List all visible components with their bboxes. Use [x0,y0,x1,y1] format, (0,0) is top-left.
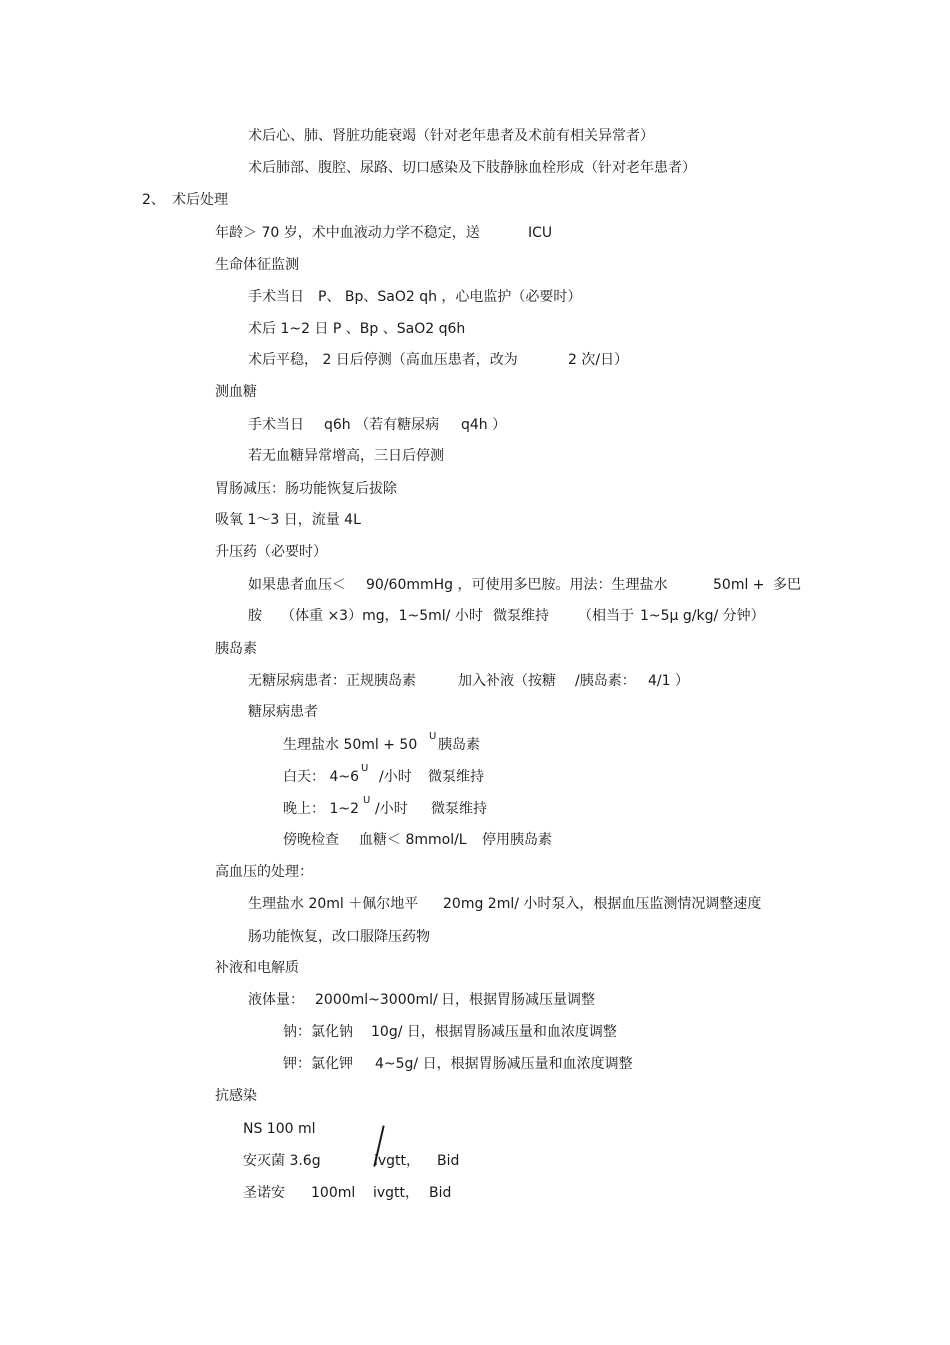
unit-superscript: U [429,731,437,742]
unit-superscript: U [363,795,371,806]
text-line-ns: NS 100 ml [243,1121,316,1137]
fluid-part-b: 2000ml~3000ml/ [315,992,438,1008]
insulin-1-part-c: /胰岛素： [575,673,636,689]
night-part-c: 微泵维持 [431,801,487,817]
vaso-2-part-d: （相当于 [578,608,634,624]
heading-insulin: 胰岛素 [215,641,257,657]
heading-vasopressor: 升压药（必要时） [215,544,327,560]
text-line-gi-decompression: 胃肠减压：肠功能恢复后拔除 [215,481,397,497]
text-line-organ-failure: 术后心、肺、肾脏功能衰竭（针对老年患者及术前有相关异常者） [248,128,654,144]
text-line-glucose-2: 若无血糖异常增高，三日后停测 [248,448,444,464]
daytime-part-b: /小时 [379,769,412,785]
unit-superscript: U [361,763,369,774]
evening-part-c: 停用胰岛素 [482,832,552,848]
vaso-1-part-c: 50ml + [713,577,765,593]
ornidazole-part-c: ivgtt， [373,1185,420,1201]
icu-criteria: 年龄＞ 70 岁，术中血液动力学不稳定，送 [215,225,480,241]
text-line-vital-1: 手术当日 P、 Bp、SaO2 qh ，心电监护（必要时） [248,289,582,305]
insulin-dose-part-b: 胰岛素 [438,737,480,753]
vaso-2-part-c: 微泵维持 [493,608,549,624]
meropenem-part-a: 安灭菌 3.6g [243,1153,321,1169]
vaso-2-part-b: （体重 ×3）mg，1~5ml/ 小时 [281,608,483,624]
vaso-1-part-b: 90/60mmHg ，可使用多巴胺。用法：生理盐水 [366,577,668,593]
insulin-dose-part-a: 生理盐水 50ml + 50 [283,737,418,753]
potassium-part-b: 4~5g/ 日，根据胃肠减压量和血浓度调整 [375,1056,633,1072]
section-title: 术后处理 [172,192,228,208]
text-line-infection: 术后肺部、腹腔、尿路、切口感染及下肢静脉血栓形成（针对老年患者） [248,160,696,176]
daytime-part-a: 白天： 4~6 [283,769,359,785]
heading-blood-glucose: 测血糖 [215,384,257,400]
text-line-oxygen: 吸氧 1～3 日，流量 4L [215,512,361,528]
evening-part-a: 傍晚检查 [283,832,339,848]
sodium-part-a: 钠：氯化钠 [283,1024,353,1040]
section-number: 2、 [142,192,165,208]
heading-vital-signs: 生命体征监测 [215,257,299,273]
text-line-hypertension-2: 肠功能恢复，改口服降压药物 [248,929,430,945]
text-line-vital-2: 术后 1~2 日 P 、Bp 、SaO2 q6h [248,321,466,337]
vaso-2-part-a: 胺 [248,608,262,624]
heading-anti-infection: 抗感染 [215,1088,257,1104]
htn-1-part-a: 生理盐水 20ml ＋佩尔地平 [248,896,419,912]
fluid-part-a: 液体量： [248,992,304,1008]
ornidazole-part-a: 圣诺安 [243,1185,285,1201]
ornidazole-part-b: 100ml [311,1185,356,1201]
glucose-1-part-b: q6h （若有糖尿病 [324,417,440,433]
night-part-b: /小时 [375,801,408,817]
text-line-diabetic: 糖尿病患者 [248,704,318,720]
evening-part-b: 血糖＜ 8mmol/L [359,832,467,848]
insulin-1-part-d: 4/1 ） [648,673,689,689]
icu-label: ICU [528,225,553,241]
vital-3-part-b: 2 次/日） [568,352,629,368]
vaso-2-part-e: 1~5μ g/kg/ 分钟） [640,608,765,624]
fluid-part-c: 日，根据胃肠减压量调整 [441,992,595,1008]
vaso-1-part-a: 如果患者血压＜ [248,577,346,593]
insulin-1-part-b: 加入补液（按糖 [458,673,556,689]
meropenem-part-c: Bid [437,1153,460,1169]
vaso-1-part-d: 多巴 [773,577,801,593]
insulin-1-part-a: 无糖尿病患者：正规胰岛素 [248,673,416,689]
potassium-part-a: 钾：氯化钾 [283,1056,353,1072]
ornidazole-part-d: Bid [429,1185,452,1201]
glucose-1-part-c: q4h ） [461,417,507,433]
sodium-part-b: 10g/ 日，根据胃肠减压量和血浓度调整 [371,1024,617,1040]
heading-hypertension: 高血压的处理： [215,864,313,880]
night-part-a: 晚上： 1~2 [283,801,359,817]
vital-3-part-a: 术后平稳， 2 日后停测（高血压患者，改为 [248,352,518,368]
meropenem-part-b: ivgtt， [374,1153,421,1169]
htn-1-part-b: 20mg 2ml/ 小时泵入，根据血压监测情况调整速度 [443,896,762,912]
heading-fluids: 补液和电解质 [215,960,299,976]
daytime-part-c: 微泵维持 [428,769,484,785]
glucose-1-part-a: 手术当日 [248,417,304,433]
